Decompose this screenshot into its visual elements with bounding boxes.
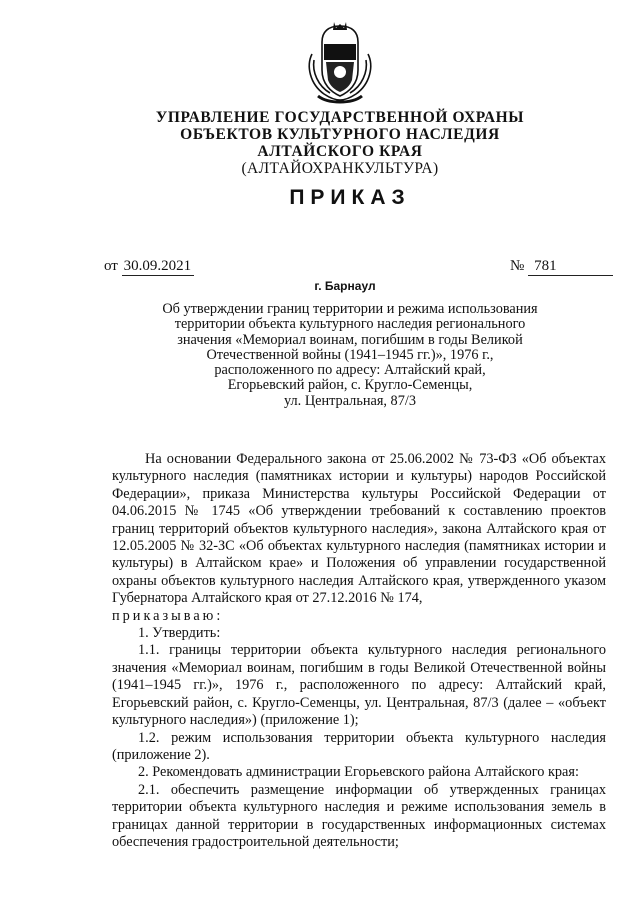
order-body bbox=[112, 451, 606, 851]
preamble-paragraph: На основании Федерального закона от 25.06.2002 № 73-ФЗ «Об объектах культурного наследия (памятниках истории и культуры) народов Российской Федерации», приказа Министерства культуры Российской Федерации от 04.06.2015 № 1745 «Об утверждении требований к составлению проектов границ территорий объектов культурного наследия», закона Алтайского края от 12.05.2005 № 32-ЗС «Об объектах культурного наследия (памятниках истории и культуры) в Алтайском крае» и Положения об управлении государственной охраны объектов культурного наследия Алтайского края, утвержденного указом Губернатора Алтайского края от 27.12.2016 № 174, bbox=[112, 451, 606, 607]
item-2-1: 2.1. обеспечить размещение информации об утвержденных границах территории объекта культурного наследия и режиме использования земель в границах данной территории в государственных информационных системах обеспечения градостроительной деятельности; bbox=[112, 781, 606, 850]
document-type-heading: ПРИКАЗ bbox=[289, 186, 411, 209]
item-1: 1. Утвердить: bbox=[138, 625, 221, 642]
title-line: Егорьевский район, с. Кругло-Семенцы, bbox=[227, 377, 473, 394]
title-line: значения «Мемориал воинам, погибшим в годы Великой bbox=[177, 331, 523, 348]
title-line: Об утверждении границ территории и режима использования bbox=[162, 301, 538, 317]
number-value: 781 bbox=[528, 258, 613, 276]
date-prefix: от bbox=[104, 258, 118, 274]
order-date bbox=[104, 258, 194, 276]
title-line: территории объекта культурного наследия регионального bbox=[174, 316, 526, 333]
city: г. Барнаул bbox=[314, 279, 376, 293]
title-line: Отечественной войны (1941–1945 гг.)», 1976 г., bbox=[206, 346, 494, 363]
order-title bbox=[130, 302, 570, 409]
order-word: приказываю: bbox=[112, 607, 224, 624]
title-line: расположенного по адресу: Алтайский край, bbox=[214, 362, 486, 379]
title-line: ул. Центральная, 87/3 bbox=[284, 392, 416, 409]
order-number bbox=[510, 258, 613, 276]
item-1-2: 1.2. режим использования территории объекта культурного наследия (приложение 2). bbox=[112, 729, 606, 763]
item-1-1: 1.1. границы территории объекта культурного наследия регионального значения «Мемориал воинам, погибшим в годы Великой Отечественной войны (1941–1945 гг.)», 1976 г., расположенного по адресу: Алтайский край, Егорьевский район, с. Кругло-Семенцы, ул. Центральная, 87/3 (далее – «объект культурного наследия») (приложение 1); bbox=[112, 642, 606, 729]
agency-line: АЛТАЙСКОГО КРАЯ bbox=[257, 143, 423, 160]
item-2: 2. Рекомендовать администрации Егорьевского района Алтайского края: bbox=[138, 764, 579, 781]
date-value: 30.09.2021 bbox=[122, 258, 195, 276]
agency-name bbox=[110, 109, 570, 177]
number-prefix: № bbox=[510, 258, 525, 274]
agency-line: УПРАВЛЕНИЕ ГОСУДАРСТВЕННОЙ ОХРАНЫ bbox=[155, 109, 525, 126]
agency-line: ОБЪЕКТОВ КУЛЬТУРНОГО НАСЛЕДИЯ bbox=[180, 126, 500, 143]
agency-abbreviation: (АЛТАЙОХРАНКУЛЬТУРА) bbox=[241, 160, 439, 177]
coat-of-arms-emblem bbox=[300, 20, 380, 106]
